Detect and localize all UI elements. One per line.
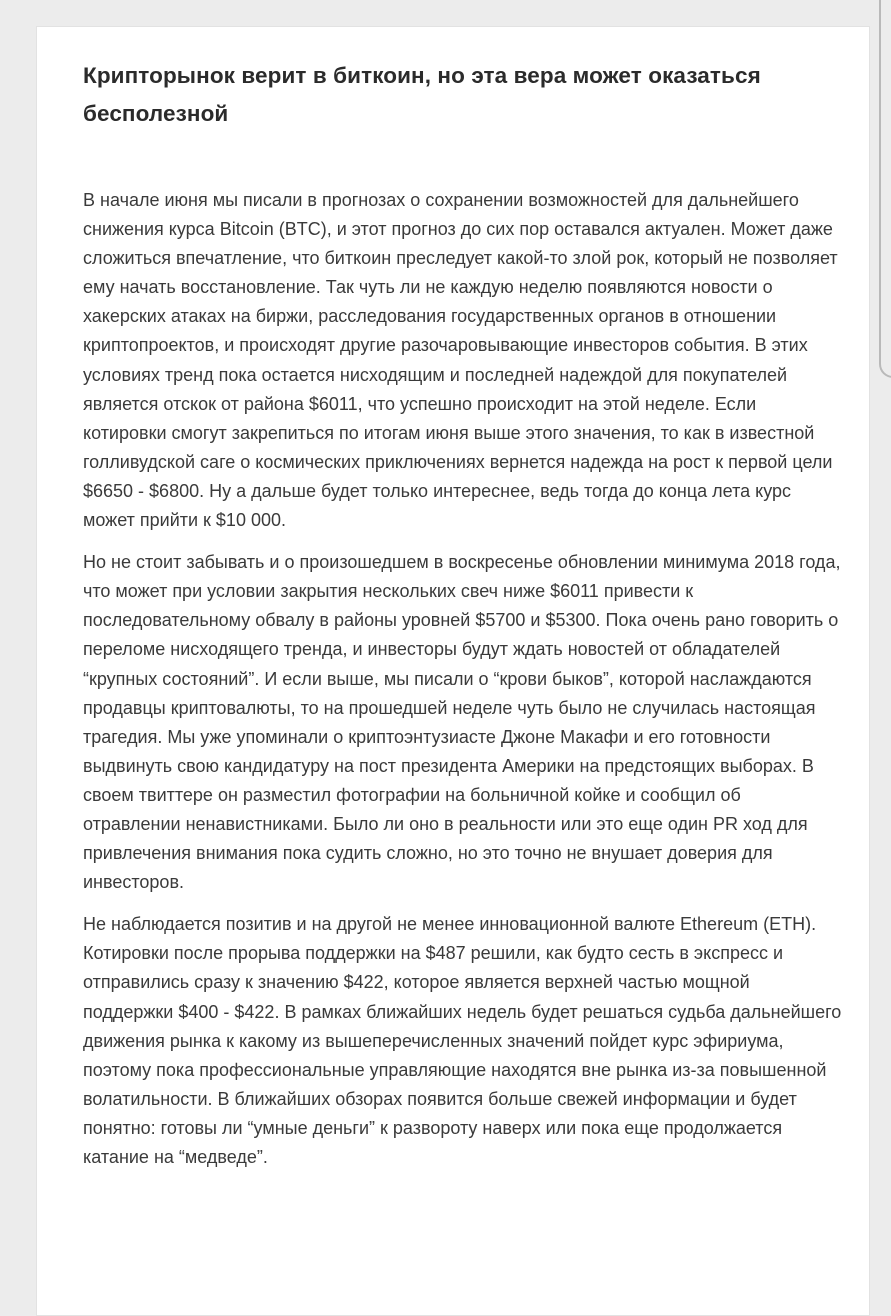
- article-paragraph: В начале июня мы писали в прогнозах о сохранении возможностей для дальнейшего снижения курса Bitcoin (BTC), и этот прогноз до сих пор оставался актуален. Может даже сложиться впечатление, что биткоин преследует какой-то злой рок, который не позволяет ему начать восстановление. Так чуть ли не каждую неделю появляются новости о хакерских атаках на биржи, расследования государственных органов в отношении криптопроектов, и происходят другие разочаровывающие инвесторов события. В этих условиях тренд пока остается нисходящим и последней надеждой для покупателей является отскок от района $6011, что успешно происходит на этой неделе. Если котировки смогут закрепиться по итогам июня выше этого значения, то как в известной голливудской саге о космических приключениях вернется надежда на рост к первой цели $6650 - $6800. Ну а дальше будет только интереснее, ведь тогда до конца лета курс может прийти к $10 000.: [83, 190, 838, 531]
- article-paragraph: Но не стоит забывать и о произошедшем в воскресенье обновлении минимума 2018 года, что может при условии закрытия нескольких свеч ниже $6011 привести к последовательному обвалу в районы уровней $5700 и $5300. Пока очень рано говорить о переломе нисходящего тренда, и инвесторы будут ждать новостей от обладателей “крупных состояний”. И если выше, мы писали о “крови быков”, которой наслаждаются продавцы криптовалюты, то на прошедшей неделе чуть было не случилась настоящая трагедия. Мы уже упоминали о криптоэнтузиасте Джоне Макафи и его готовности выдвинуть свою кандидатуру на пост президента Америки на предстоящих выборах. В своем твиттере он разместил фотографии на больничной койке и сообщил об отравлении ненавистниками. Было ли оно в реальности или это еще один PR ход для привлечения внимания пока судить сложно, но это точно не внушает доверия для инвесторов.: [83, 552, 841, 893]
- article-card: [36, 26, 870, 1316]
- article-title: Крипторынок верит в биткоин, но эта вера может оказаться бесполезной: [83, 63, 761, 126]
- article-body: [83, 186, 843, 1185]
- article-paragraph: Не наблюдается позитив и на другой не менее инновационной валюте Ethereum (ETH). Котировки после прорыва поддержки на $487 решили, как будто сесть в экспресс и отправились сразу к значению $422, которое является верхней частью мощной поддержки $400 - $422. В рамках ближайших недель будет решаться судьба дальнейшего движения рынка к какому из вышеперечисленных значений пойдет курс эфириума, поэтому пока профессиональные управляющие находятся вне рынка из-за повышенной волатильности. В ближайших обзорах появится больше свежей информации и будет понятно: готовы ли “умные деньги” к развороту наверх или пока еще продолжается катание на “медведе”.: [83, 914, 842, 1167]
- scrollbar[interactable]: [879, 0, 891, 378]
